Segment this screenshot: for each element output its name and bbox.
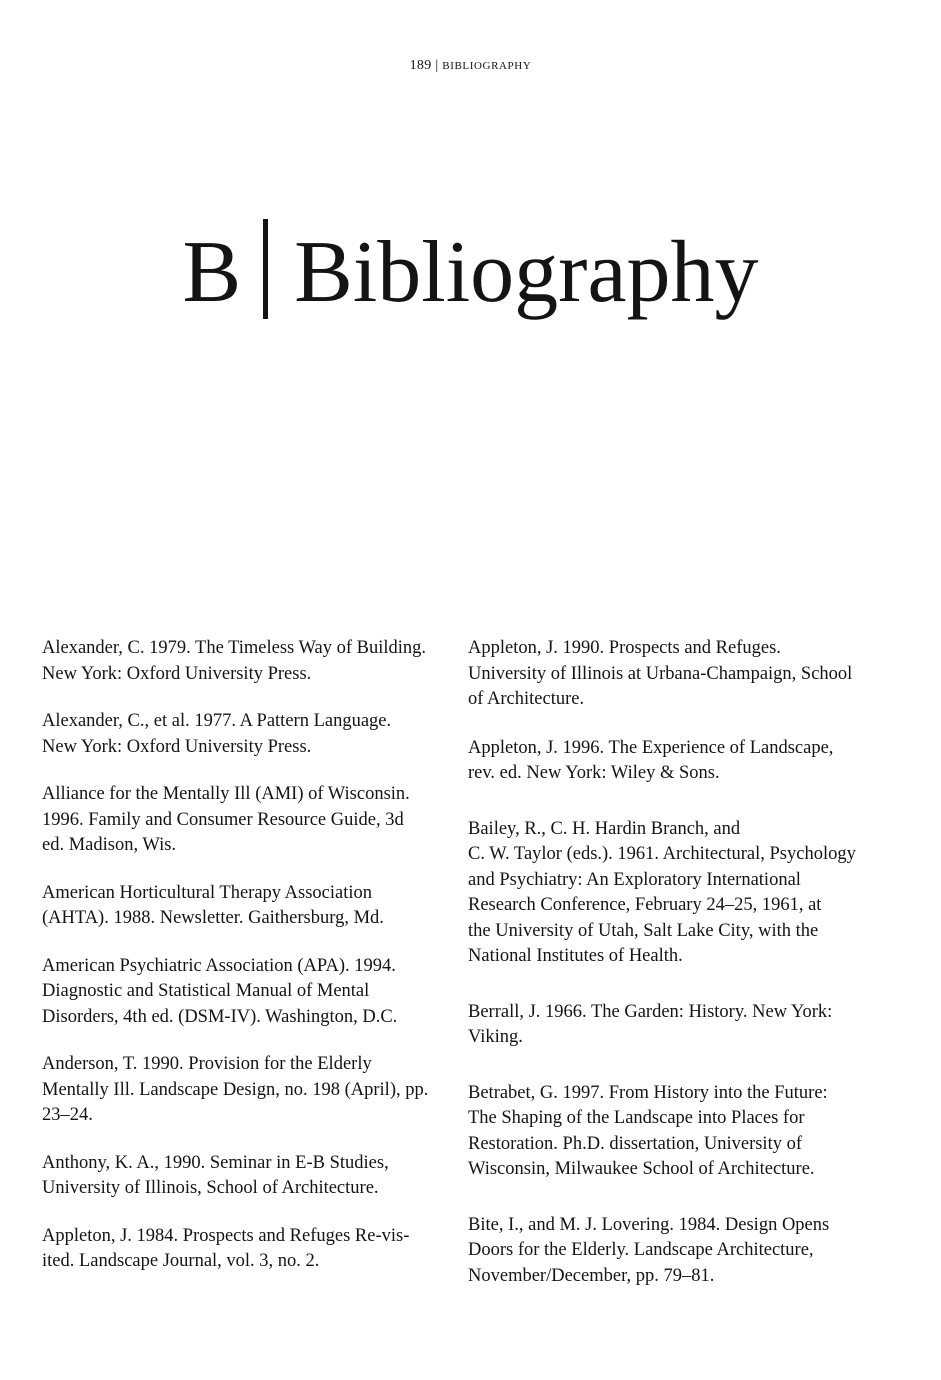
chapter-title bbox=[0, 218, 941, 328]
running-head bbox=[0, 58, 941, 74]
bibliography-entry: American Horticultural Therapy Association (AHTA). 1988. Newsletter. Gaithersburg, Md. bbox=[42, 882, 384, 928]
bibliography-entry: Berrall, J. 1966. The Garden: History. New York: Viking. bbox=[468, 1001, 833, 1047]
bibliography-entry: Bailey, R., C. H. Hardin Branch, and C. W. Taylor (eds.). 1961. Architectural, Psychology and Psychiatry: An Exploratory International Research Conference, February 24–25, 1961, at the University of Utah, Salt Lake City, with the National Institutes of Health. bbox=[468, 818, 856, 966]
bibliography-entry: Anderson, T. 1990. Provision for the Elderly Mentally Ill. Landscape Design, no. 198 (April), pp. 23–24. bbox=[42, 1054, 429, 1125]
bibliography-entry: Alexander, C. 1979. The Timeless Way of Building. New York: Oxford University Press. bbox=[42, 638, 427, 684]
bibliography-entry: American Psychiatric Association (APA). 1994. Diagnostic and Statistical Manual of Mental Disorders, 4th ed. (DSM-IV). Washington, D.C. bbox=[42, 955, 398, 1027]
bibliography-right-column bbox=[468, 636, 880, 1312]
bibliography-entry: Bite, I., and M. J. Lovering. 1984. Design Opens Doors for the Elderly. Landscape Architecture, November/December, pp. 79–81. bbox=[468, 1214, 830, 1286]
running-head-section: BIBLIOGRAPHY bbox=[442, 60, 532, 72]
bibliography-entry: Alliance for the Mentally Ill (AMI) of Wisconsin. 1996. Family and Consumer Resource Guide, 3d ed. Madison, Wis. bbox=[42, 784, 410, 855]
bibliography-entry: Alexander, C., et al. 1977. A Pattern Language. New York: Oxford University Press. bbox=[42, 711, 392, 757]
title-divider bbox=[263, 219, 268, 319]
bibliography-entry: Appleton, J. 1990. Prospects and Refuges. University of Illinois at Urbana-Champaign, School of Architecture. bbox=[468, 638, 853, 709]
bibliography-entry: Appleton, J. 1996. The Experience of Landscape, rev. ed. New York: Wiley & Sons. bbox=[468, 737, 834, 783]
bibliography-entry: Appleton, J. 1984. Prospects and Refuges Re-vis- ited. Landscape Journal, vol. 3, no. 2. bbox=[42, 1225, 410, 1271]
chapter-letter: B bbox=[182, 224, 242, 321]
running-head-separator: | bbox=[435, 58, 439, 73]
chapter-title-text: Bibliography bbox=[294, 224, 759, 321]
bibliography-left-column bbox=[42, 636, 452, 1297]
bibliography-entry: Betrabet, G. 1997. From History into the Future: The Shaping of the Landscape into Places for Restoration. Ph.D. dissertation, University of Wisconsin, Milwaukee School of Architecture. bbox=[468, 1082, 828, 1179]
bibliography-entry: Anthony, K. A., 1990. Seminar in E-B Studies, University of Illinois, School of Architecture. bbox=[42, 1152, 389, 1198]
page-number: 189 bbox=[409, 58, 432, 73]
